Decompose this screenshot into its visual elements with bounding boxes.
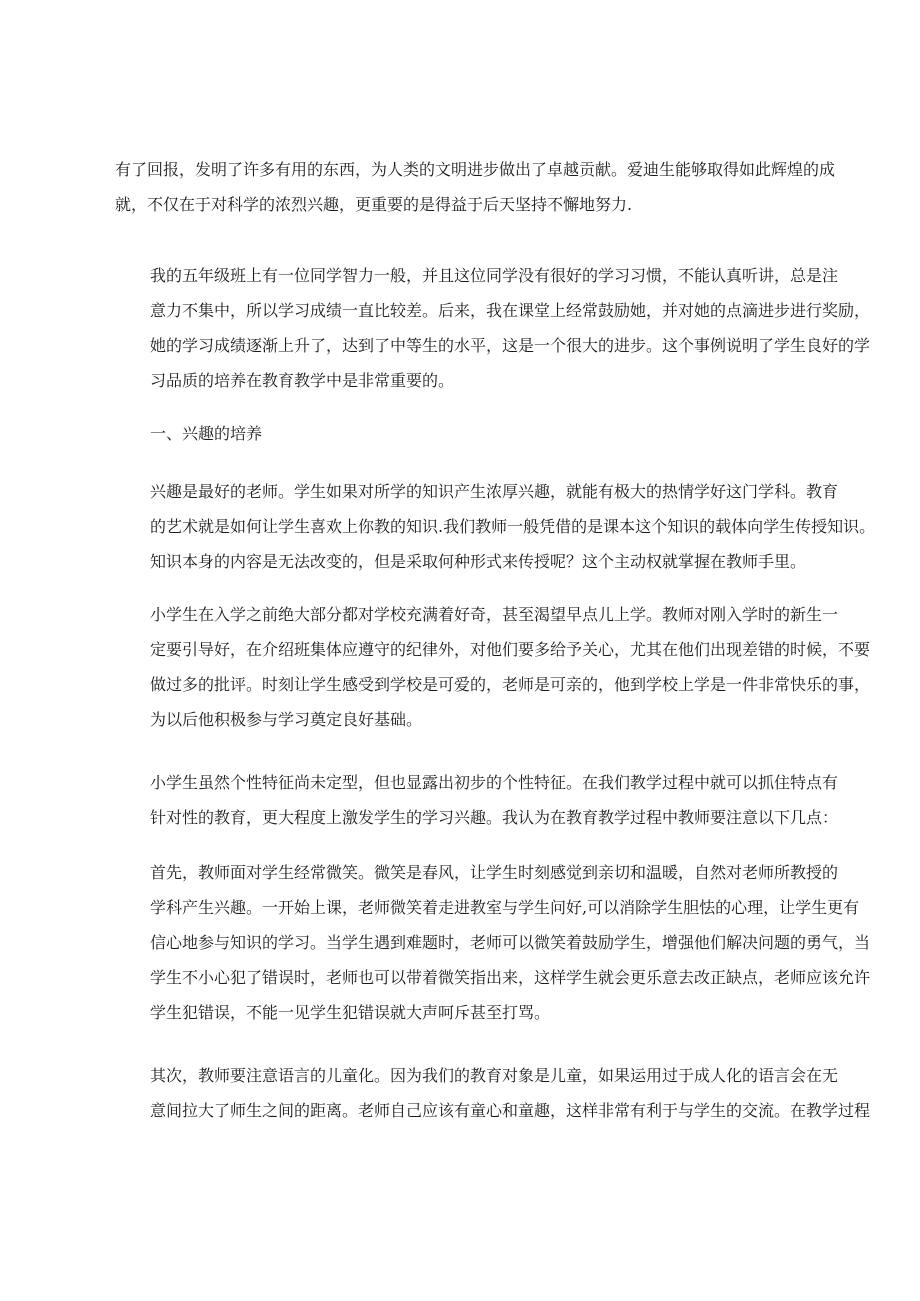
text-line: 小学生在入学之前绝大部分都对学校充满着好奇，甚至渴望早点儿上学。教师对刚入学时的新生一	[150, 605, 839, 624]
text-line: 学生不小心犯了错误时，老师也可以带着微笑指出来，这样学生就会更乐意去改正缺点，老师应该允许	[150, 968, 871, 987]
text-line: 习品质的培养在教育教学中是非常重要的。	[150, 371, 455, 390]
text-line: 的艺术就是如何让学生喜欢上你教的知识.我们教师一般凭借的是课本这个知识的载体向学生传授知识。	[150, 517, 876, 536]
text-line: 为以后他积极参与学习奠定良好基础。	[150, 710, 423, 729]
text-line: 学生犯错误，不能一见学生犯错误就大声呵斥甚至打骂。	[150, 1003, 551, 1022]
text-line: 就，不仅在于对科学的浓烈兴趣，更重要的是得益于后天坚持不懈地努力.	[115, 195, 633, 214]
text-line: 其次，教师要注意语言的儿童化。因为我们的教育对象是儿童，如果运用过于成人化的语言会在无	[150, 1066, 839, 1085]
text-line: 定要引导好，在介绍班集体应遵守的纪律外，对他们要多给予关心，尤其在他们出现差错的时候，不要	[150, 640, 871, 659]
text-line: 意力不集中，所以学习成绩一直比较差。后来，我在课堂上经常鼓励她，并对她的点滴进步进行奖励，	[150, 301, 871, 320]
text-line: 有了回报，发明了许多有用的东西，为人类的文明进步做出了卓越贡献。爱迪生能够取得如此辉煌的成	[115, 160, 836, 179]
paragraph-smile	[115, 855, 871, 1030]
paragraph-personality	[115, 765, 839, 835]
section-heading	[115, 416, 811, 451]
text-line: 兴趣是最好的老师。学生如果对所学的知识产生浓厚兴趣，就能有极大的热情学好这门学科。教育	[150, 482, 839, 501]
paragraph-interest	[115, 474, 876, 579]
text-line: 她的学习成绩逐渐上升了，达到了中等生的水平，这是一个很大的进步。这个事例说明了学生良好的学	[150, 336, 871, 355]
section-heading-text: 一、兴趣的培养	[150, 424, 263, 443]
text-line: 知识本身的内容是无法改变的，但是采取何种形式来传授呢？这个主动权就掌握在教师手里。	[150, 552, 807, 571]
paragraph-language	[115, 1058, 871, 1128]
text-line: 针对性的教育，更大程度上激发学生的学习兴趣。我认为在教育教学过程中教师要注意以下几点：	[150, 808, 839, 827]
text-line: 学科产生兴趣。一开始上课，老师微笑着走进教室与学生问好,可以消除学生胆怯的心理，让学生更有	[150, 898, 860, 917]
text-line: 意间拉大了师生之间的距离。老师自己应该有童心和童趣，这样非常有利于与学生的交流。在教学过程	[150, 1101, 871, 1120]
text-line: 首先，教师面对学生经常微笑。微笑是春风，让学生时刻感觉到亲切和温暖，自然对老师所教授的	[150, 863, 839, 882]
text-line: 信心地参与知识的学习。当学生遇到难题时，老师可以微笑着鼓励学生，增强他们解决问题的勇气，当	[150, 933, 871, 952]
paragraph-new-students	[115, 597, 871, 737]
paragraph-student-example	[115, 258, 871, 398]
text-line: 做过多的批评。时刻让学生感受到学校是可爱的，老师是可亲的，他到学校上学是一件非常快乐的事，	[150, 675, 871, 694]
text-line: 小学生虽然个性特征尚未定型，但也显露出初步的个性特征。在我们教学过程中就可以抓住特点有	[150, 773, 839, 792]
text-line: 我的五年级班上有一位同学智力一般，并且这位同学没有很好的学习习惯，不能认真听讲，总是注	[150, 266, 839, 285]
paragraph-continuation	[115, 152, 836, 222]
